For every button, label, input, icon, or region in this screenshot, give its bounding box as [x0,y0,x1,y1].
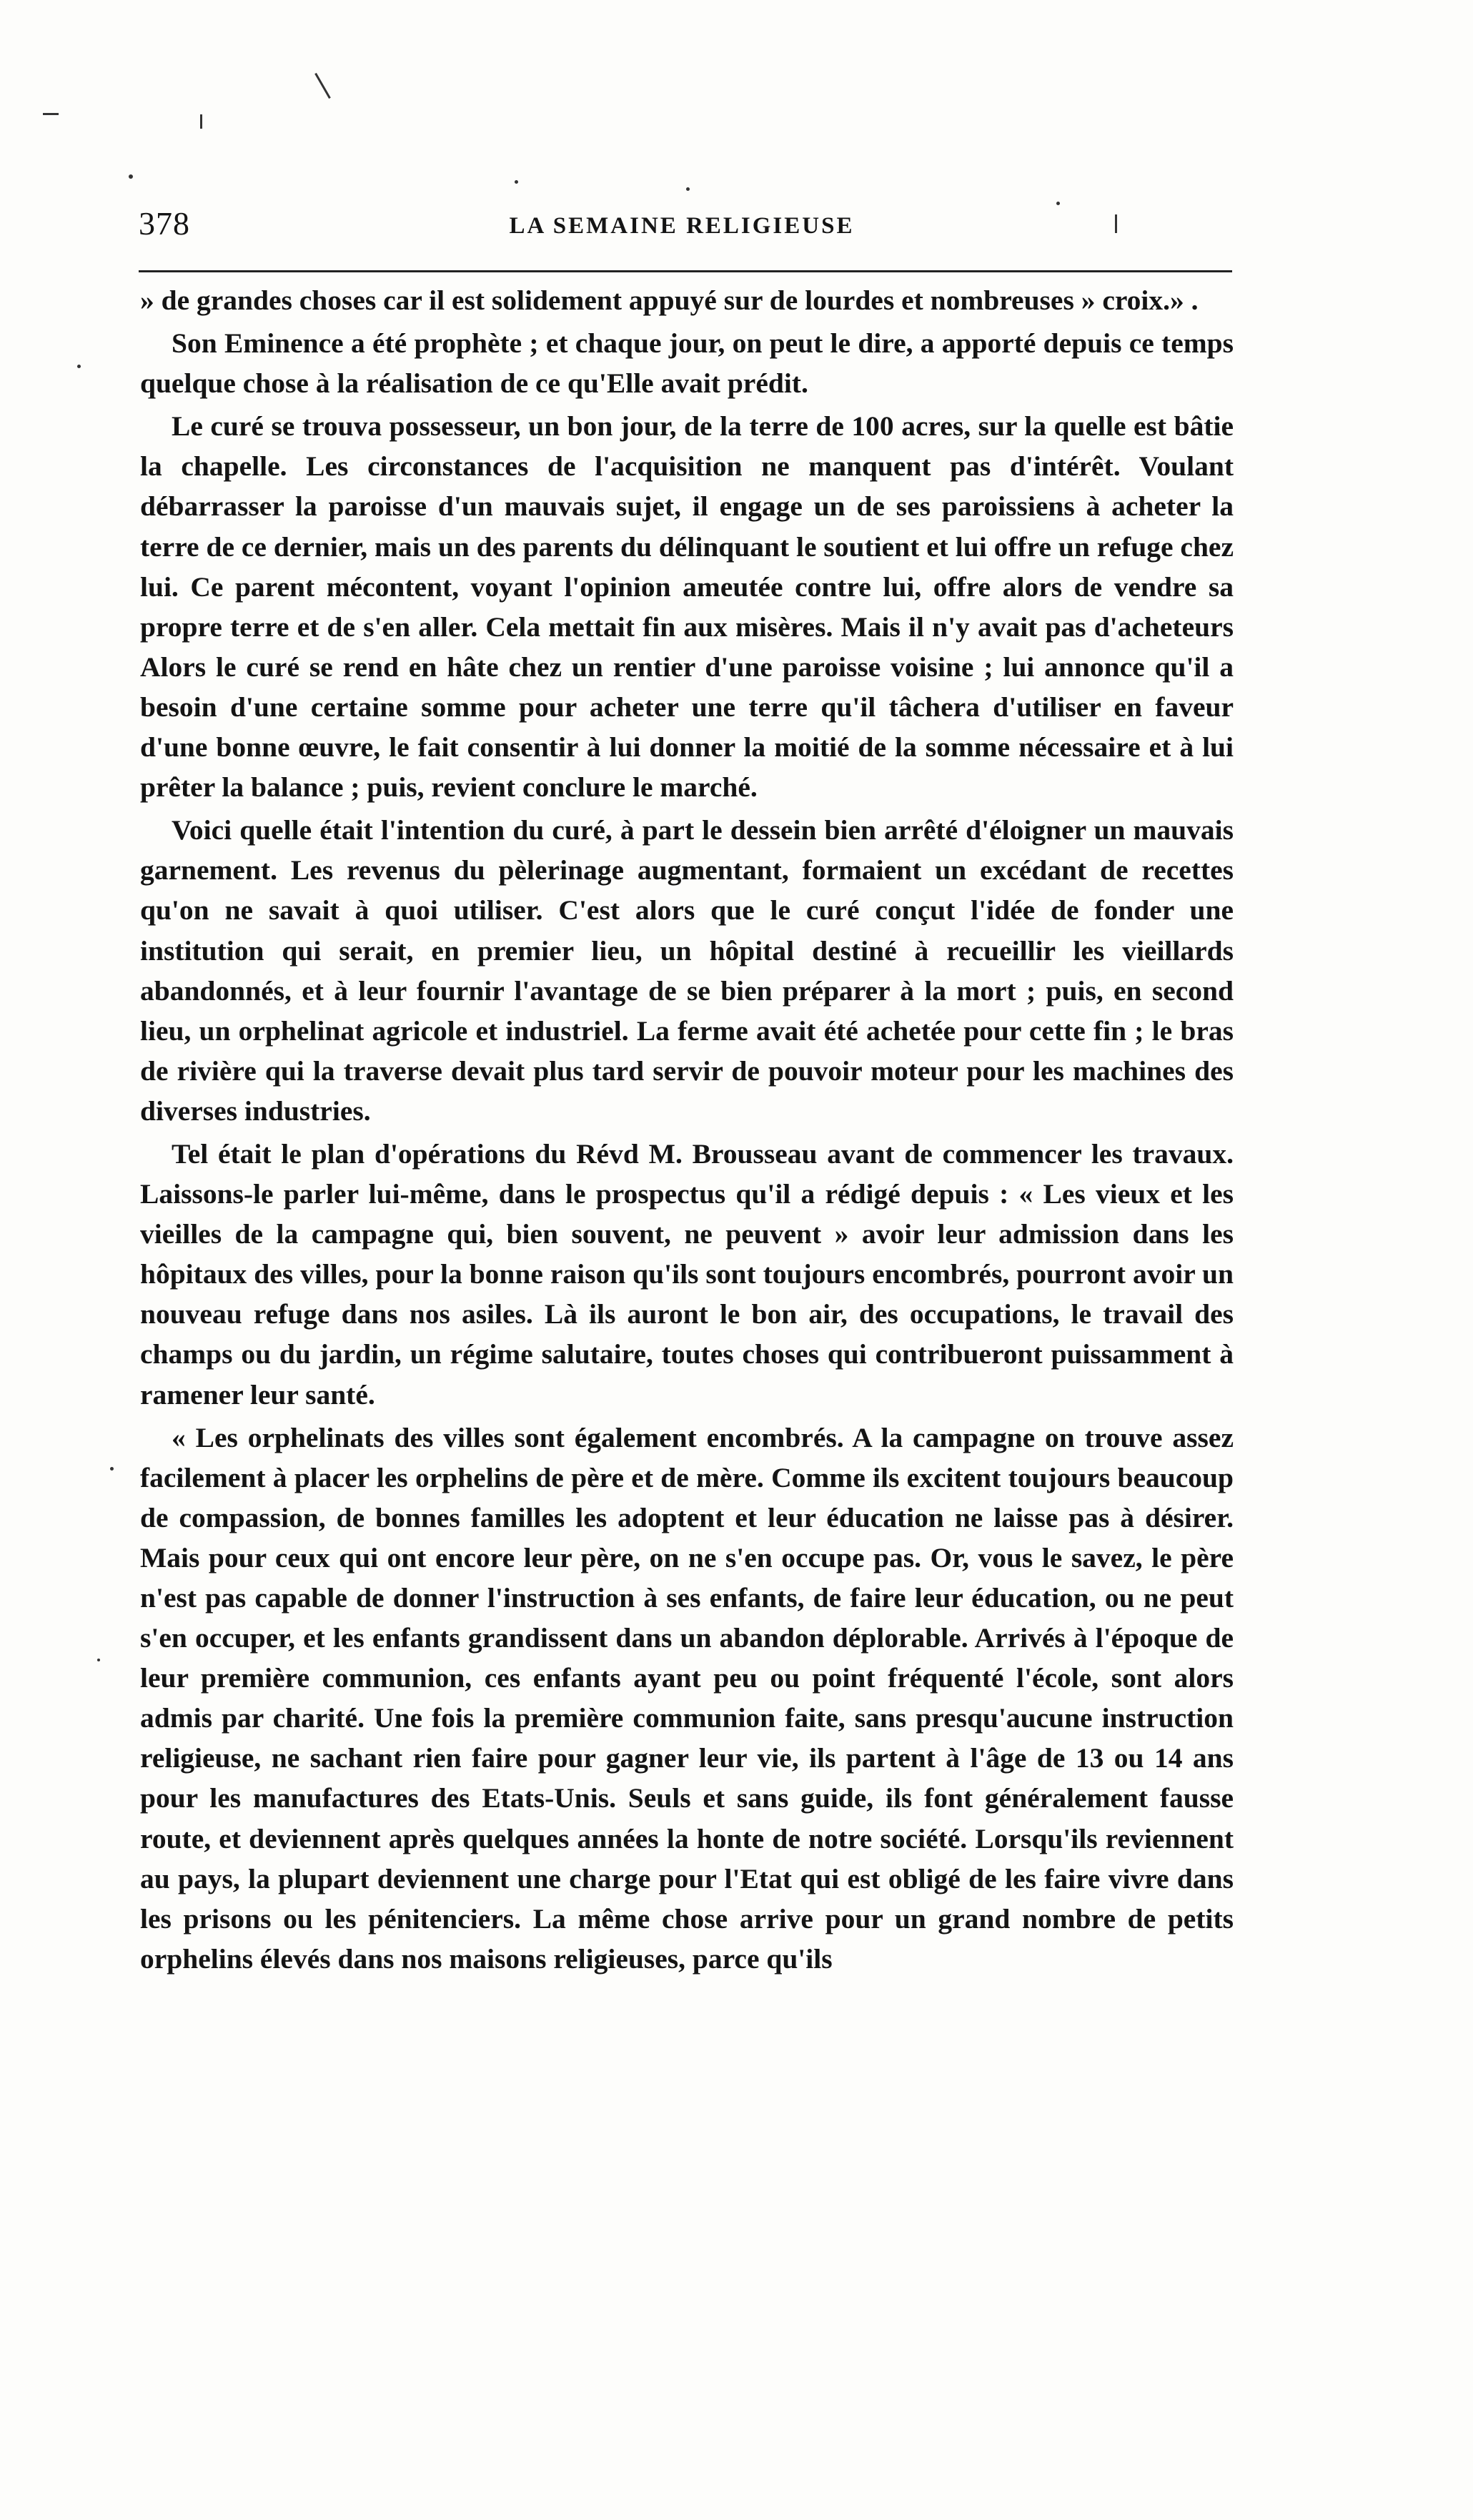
paragraph: « Les orphelinats des villes sont également encombrés. A la campagne on trouve assez facilement à placer les orphelins de père et de mère. Comme ils excitent toujours beaucoup de compassion, de bonnes familles les adoptent et leur éducation ne laisse pas à désirer. Mais pour ceux qui ont encore leur père, on ne s'en occupe pas. Or, vous le savez, le père n'est pas capable de donner l'instruction à ses enfants, de faire leur éducation, ou ne peut s'en occuper, et les enfants grandissent dans un abandon déplorable. Arrivés à l'époque de leur première communion, ces enfants ayant peu ou point fréquenté l'école, sont alors admis par charité. Une fois la première communion faite, sans presqu'aucune instruction religieuse, ne sachant rien faire pour gagner leur vie, ils partent à l'âge de 13 ou 14 ans pour les manufactures des Etats-Unis. Seuls et sans guide, ils font généralement fausse route, et deviennent après quelques années la honte de notre société. Lorsqu'ils reviennent au pays, la plupart deviennent une charge pour l'Etat qui est obligé de les faire vivre dans les prisons ou les pénitenciers. La même chose arrive pour un grand nombre de petits orphelins élevés dans nos maisons religieuses, parce qu'ils [140,1421,1234,1975]
running-title: LA SEMAINE RELIGIEUSE [509,213,855,239]
paragraph: Tel était le plan d'opérations du Révd M. Brousseau avant de commencer les travaux. Laissons-le parler lui-même, dans le prospectus qu'il a rédigé depuis : « Les vieux et les vieilles de la campagne qui, bien souvent, ne peuvent » avoir leur admission dans les hôpitaux des villes, pour la bonne raison qu'ils sont toujours encombrés, pourront avoir un nouveau refuge dans nos asiles. Là ils auront le bon air, des occupations, le travail des champs ou du jardin, un régime salutaire, toutes choses qui contribueront puissamment à ramener leur santé. [140,1137,1234,1410]
paragraph: Voici quelle était l'intention du curé, à part le dessein bien arrêté d'éloigner un mauvais garnement. Les revenus du pèlerinage augmentant, formaient un excédant de recettes qu'on ne savait à quoi utiliser. C'est alors que le curé conçut l'idée de fonder une institution qui serait, en premier lieu, un hôpital destiné à recueillir les vieillards abandonnés, et à leur fournir l'avantage de se bien préparer à la mort ; puis, en second lieu, un orphelinat agricole et industriel. La ferme avait été achetée pour cette fin ; le bras de rivière qui la traverse devait plus tard servir de pouvoir moteur pour les machines des diverses industries. [140,814,1234,1127]
paragraph: Son Eminence a été prophète ; et chaque jour, on peut le dire, a apporté depuis ce temps quelque chose à la réalisation de ce qu'Elle avait prédit. [140,327,1234,400]
header-rule [139,270,1232,272]
paragraph: » de grandes choses car il est solidement appuyé sur de lourdes et nombreuses » croix.» . [140,285,1199,316]
page-header [139,197,1225,247]
page-number: 378 [139,205,190,242]
paragraph: Le curé se trouva possesseur, un bon jour, de la terre de 100 acres, sur la quelle est bâtie la chapelle. Les circonstances de l'acquisition ne manquent pas d'intérêt. Voulant débarrasser la paroisse d'un mauvais sujet, il engage un de ses paroissiens à acheter la terre de ce dernier, mais un des parents du délinquant le soutient et lui offre un refuge chez lui. Ce parent mécontent, voyant l'opinion ameutée contre lui, offre alors de vendre sa propre terre et de s'en aller. Cela mettait fin aux misères. Mais il n'y avait pas d'acheteurs Alors le curé se rend en hâte chez un rentier d'une paroisse voisine ; lui annonce qu'il a besoin d'une certaine somme pour acheter une terre qu'il tâchera d'utiliser en faveur d'une bonne œuvre, le fait consentir à lui donner la moitié de la somme nécessaire et à lui prêter la balance ; puis, revient conclure le marché. [140,410,1234,804]
body-text [140,280,1234,1982]
